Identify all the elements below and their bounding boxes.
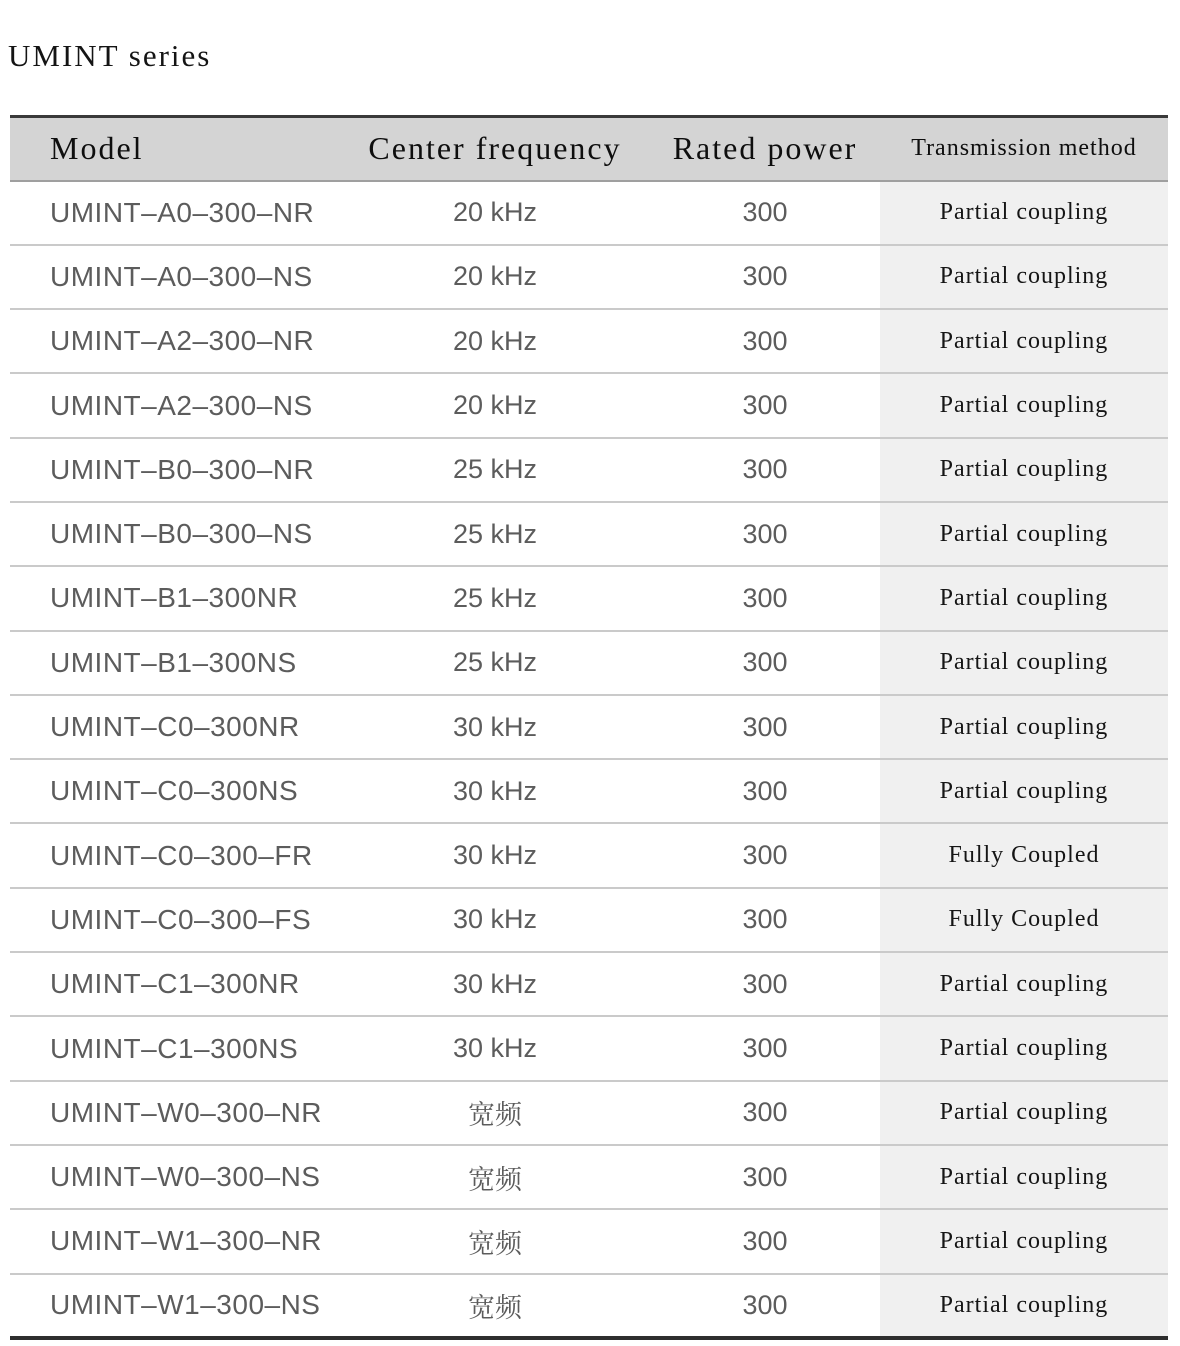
- frequency-cell: 30 kHz: [340, 695, 650, 759]
- table-row: [10, 438, 1168, 502]
- model-cell: UMINT–C1–300NR: [10, 952, 340, 1016]
- table-row: [10, 1081, 1168, 1145]
- header-transmission-method: Transmission method: [880, 117, 1168, 181]
- table-row: [10, 759, 1168, 823]
- table-row: [10, 952, 1168, 1016]
- table-row: [10, 631, 1168, 695]
- transmission-cell: Partial coupling: [880, 1016, 1168, 1080]
- power-cell: 300: [650, 631, 880, 695]
- model-cell: UMINT–A0–300–NS: [10, 245, 340, 309]
- power-cell: 300: [650, 1209, 880, 1273]
- frequency-cell: 30 kHz: [340, 759, 650, 823]
- model-cell: UMINT–C0–300NR: [10, 695, 340, 759]
- model-cell: UMINT–B0–300–NR: [10, 438, 340, 502]
- transmission-cell: Fully Coupled: [880, 888, 1168, 952]
- frequency-cell: 宽频: [340, 1209, 650, 1273]
- transmission-cell: Partial coupling: [880, 502, 1168, 566]
- table-row: [10, 373, 1168, 437]
- transmission-cell: Partial coupling: [880, 631, 1168, 695]
- frequency-cell: 30 kHz: [340, 1016, 650, 1080]
- transmission-cell: Partial coupling: [880, 1209, 1168, 1273]
- transmission-cell: Partial coupling: [880, 566, 1168, 630]
- model-cell: UMINT–W1–300–NS: [50, 1289, 321, 1321]
- frequency-cell: 宽频: [340, 1145, 650, 1209]
- transmission-cell: Partial coupling: [880, 438, 1168, 502]
- table-row: [10, 1016, 1168, 1080]
- model-cell: UMINT–W1–300–NR: [10, 1209, 340, 1273]
- table-row: [10, 309, 1168, 373]
- table-row: [10, 888, 1168, 952]
- table-row: [10, 502, 1168, 566]
- header-center-frequency: Center frequency: [340, 117, 650, 181]
- power-cell: 300: [650, 695, 880, 759]
- frequency-cell: 20 kHz: [340, 309, 650, 373]
- model-cell: UMINT–C0–300–FS: [10, 888, 340, 952]
- table-row: [10, 823, 1168, 887]
- frequency-cell: 宽频: [340, 1081, 650, 1145]
- table-row: [10, 245, 1168, 309]
- transmission-cell: Partial coupling: [880, 1145, 1168, 1209]
- frequency-cell: 30 kHz: [340, 888, 650, 952]
- frequency-cell: 30 kHz: [340, 952, 650, 1016]
- frequency-cell: 20 kHz: [340, 373, 650, 437]
- table-row: [10, 1209, 1168, 1273]
- model-cell: UMINT–W0–300–NR: [10, 1081, 340, 1145]
- transmission-cell: Partial coupling: [880, 309, 1168, 373]
- transmission-cell: Partial coupling: [880, 373, 1168, 437]
- model-cell: UMINT–C1–300NS: [10, 1016, 340, 1080]
- model-cell: UMINT–B1–300NR: [10, 566, 340, 630]
- transmission-cell: Partial coupling: [880, 759, 1168, 823]
- power-cell: 300: [650, 759, 880, 823]
- transmission-cell: Partial coupling: [880, 181, 1168, 245]
- power-cell: 300: [650, 373, 880, 437]
- page-title: UMINT series: [8, 38, 212, 73]
- power-cell: 300: [650, 309, 880, 373]
- model-cell: UMINT–A2–300–NR: [10, 309, 340, 373]
- power-cell: 300: [650, 1016, 880, 1080]
- model-cell: UMINT–B0–300–NS: [10, 502, 340, 566]
- frequency-cell: 20 kHz: [340, 245, 650, 309]
- frequency-cell: 25 kHz: [340, 566, 650, 630]
- power-cell: 300: [650, 245, 880, 309]
- table-row: [10, 181, 1168, 245]
- frequency-cell: 25 kHz: [340, 502, 650, 566]
- model-cell: UMINT–A2–300–NS: [10, 373, 340, 437]
- table-row: [10, 695, 1168, 759]
- frequency-cell: 20 kHz: [340, 181, 650, 245]
- transmission-cell: Fully Coupled: [880, 823, 1168, 887]
- model-cell: UMINT–B1–300NS: [10, 631, 340, 695]
- frequency-cell: 宽频: [468, 1292, 522, 1323]
- frequency-cell: 30 kHz: [340, 823, 650, 887]
- model-cell: UMINT–A0–300–NR: [10, 181, 340, 245]
- power-cell: 300: [650, 566, 880, 630]
- model-cell: UMINT–C0–300NS: [10, 759, 340, 823]
- model-cell: UMINT–C0–300–FR: [10, 823, 340, 887]
- table-row: [10, 1145, 1168, 1209]
- power-cell: 300: [650, 181, 880, 245]
- spec-table: [10, 115, 1168, 1340]
- table-row: [10, 566, 1168, 630]
- power-cell: 300: [650, 1145, 880, 1209]
- table-body: [10, 181, 1168, 1338]
- transmission-cell: Partial coupling: [880, 245, 1168, 309]
- table-header: [10, 117, 1168, 181]
- transmission-cell: Partial coupling: [880, 1081, 1168, 1145]
- transmission-cell: Partial coupling: [880, 1274, 1168, 1338]
- frequency-cell: 25 kHz: [340, 631, 650, 695]
- transmission-cell: Partial coupling: [880, 952, 1168, 1016]
- frequency-cell: 25 kHz: [340, 438, 650, 502]
- power-cell: 300: [650, 1081, 880, 1145]
- header-model: Model: [10, 117, 340, 181]
- power-cell: 300: [650, 502, 880, 566]
- power-cell: 300: [742, 1289, 788, 1320]
- power-cell: 300: [650, 888, 880, 952]
- transmission-cell: Partial coupling: [880, 695, 1168, 759]
- power-cell: 300: [650, 823, 880, 887]
- model-cell: UMINT–W0–300–NS: [10, 1145, 340, 1209]
- power-cell: 300: [650, 952, 880, 1016]
- power-cell: 300: [650, 438, 880, 502]
- header-row: [10, 117, 1168, 181]
- header-rated-power: Rated power: [650, 117, 880, 181]
- table-row: [10, 1274, 1168, 1338]
